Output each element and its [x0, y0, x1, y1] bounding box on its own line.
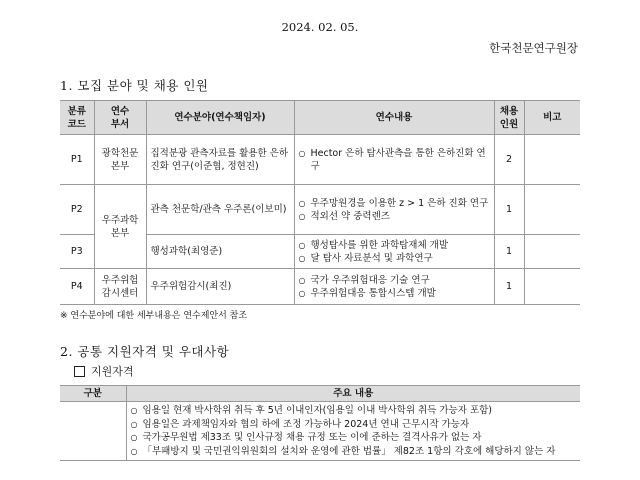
qual-content — [126, 402, 580, 461]
content-bullet: ○ Hector 은하 탐사관측을 통한 은하진화 연구 — [299, 147, 490, 173]
recruitment-table — [60, 100, 580, 305]
table-row — [60, 135, 580, 185]
document-date: 2024. 02. 05. — [281, 20, 359, 34]
row-content — [294, 135, 494, 185]
table-row — [60, 185, 580, 235]
row-field: 우주위험감시(최진) — [146, 269, 294, 305]
row-content — [294, 269, 494, 305]
footnote: ※ 연수분야에 대한 세부내용은 연수제안서 참조 — [60, 311, 248, 321]
row-code: P2 — [60, 185, 94, 235]
section-title-qualifications: 2. 공통 지원자격 및 우대사항 — [60, 344, 230, 359]
content-bullet: ○ 우주위험대응 통합시스템 개발 — [299, 287, 490, 300]
row-content — [294, 235, 494, 269]
row-note — [524, 235, 580, 269]
qual-item: ○ 임용일 현재 박사학위 취득 후 5년 이내인자(임용일 이내 박사학위 취득 가능자 포함) — [131, 404, 577, 418]
table-row — [60, 269, 580, 305]
col-header-content: 연수내용 — [294, 101, 494, 135]
row-count: 1 — [494, 185, 524, 235]
row-note — [524, 185, 580, 235]
row-code: P4 — [60, 269, 94, 305]
row-dept: 광학천문 본부 — [94, 135, 146, 185]
content-bullet: ○ 달 탐사 자료분석 및 과학연구 — [299, 252, 490, 265]
row-field: 집적분광 관측자료를 활용한 은하진화 연구(이준협, 정현진) — [146, 135, 294, 185]
row-field: 관측 천문학/관측 우주론(이보미) — [146, 185, 294, 235]
row-dept: 우주과학 본부 — [94, 185, 146, 269]
content-bullet: ○ 행성탐사를 위한 과학탑재체 개발 — [299, 239, 490, 252]
content-bullet: ○ 적외선 약 중력렌즈 — [299, 210, 490, 223]
row-count: 1 — [494, 269, 524, 305]
row-code: P1 — [60, 135, 94, 185]
row-dept: 우주위험 감시센터 — [94, 269, 146, 305]
qualifications-table — [60, 385, 580, 461]
checkbox-square-icon — [74, 366, 85, 377]
col-header-category: 구분 — [60, 386, 126, 402]
content-bullet: ○ 국가 우주위험대응 기술 연구 — [299, 274, 490, 287]
subsection-qualifications — [74, 363, 134, 379]
qual-category — [60, 402, 126, 461]
qual-item: ○ 임용일은 과제책임자와 협의 하에 조정 가능하나 2024년 연내 근무시작 가능자 — [131, 418, 577, 432]
row-field: 행성과학(최영준) — [146, 235, 294, 269]
col-header-note: 비고 — [524, 101, 580, 135]
row-note — [524, 269, 580, 305]
content-bullet: ○ 우주망원경을 이용한 z > 1 은하 진화 연구 — [299, 197, 490, 210]
col-header-count: 채용 인원 — [494, 101, 524, 135]
row-note — [524, 135, 580, 185]
section-title-recruitment: 1. 모집 분야 및 채용 인원 — [60, 78, 209, 93]
col-header-field: 연수분야(연수책임자) — [146, 101, 294, 135]
row-count: 2 — [494, 135, 524, 185]
col-header-dept: 연수 부서 — [94, 101, 146, 135]
subsection-title: 지원자격 — [91, 365, 134, 378]
col-header-code: 분류 코드 — [60, 101, 94, 135]
row-code: P3 — [60, 235, 94, 269]
organization-name: 한국천문연구원장 — [489, 41, 578, 55]
row-count: 1 — [494, 235, 524, 269]
col-header-main-content: 주요 내용 — [126, 386, 580, 402]
row-content — [294, 185, 494, 235]
qual-item: ○ 국가공무원법 제33조 및 인사규정 채용 규정 또는 이에 준하는 결격사유가 없는 자 — [131, 431, 577, 445]
qual-item: ○ 「부패방지 및 국민권익위원회의 설치와 운영에 관한 법률」 제82조 1항의 각호에 해당하지 않는 자 — [131, 445, 577, 459]
